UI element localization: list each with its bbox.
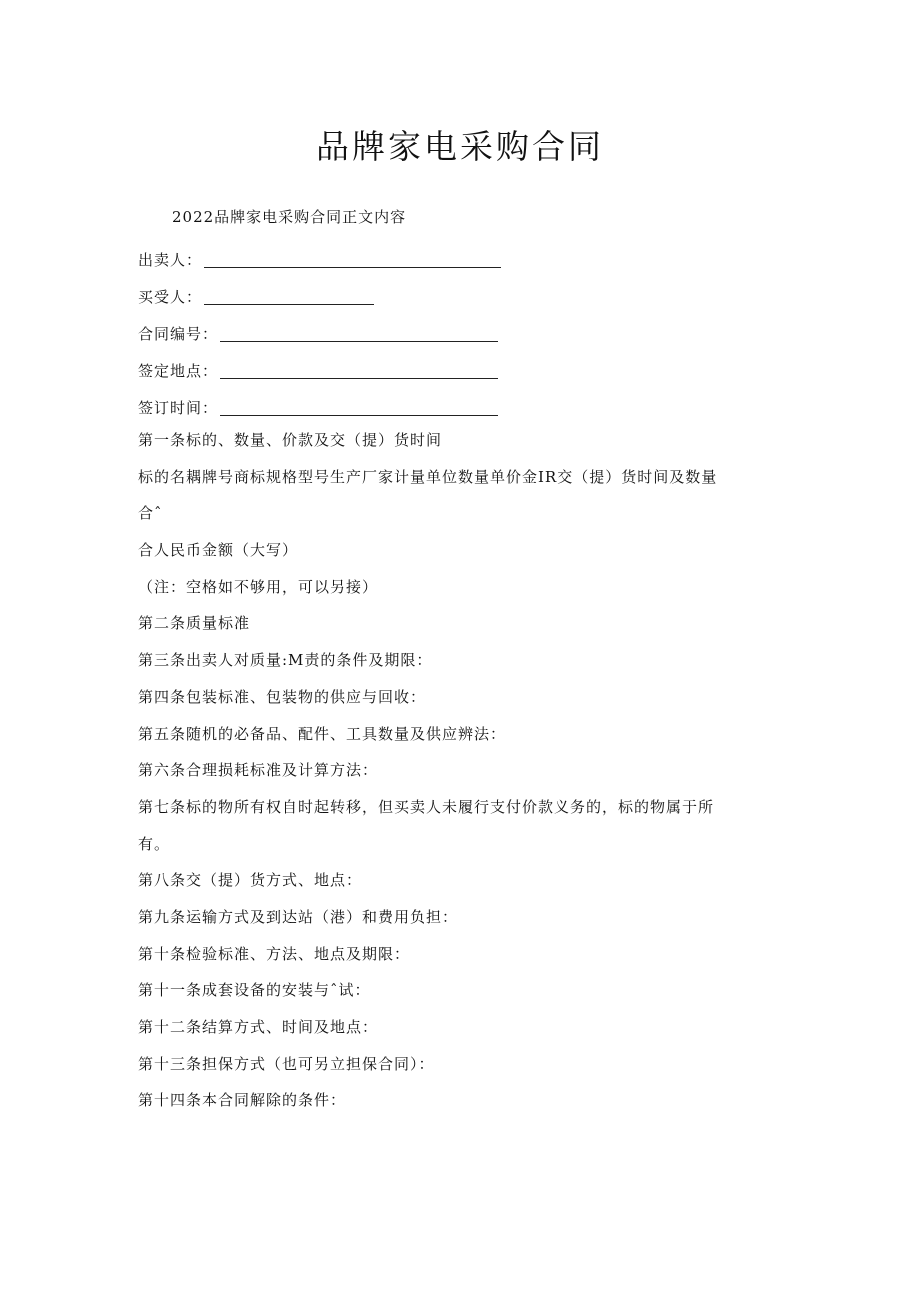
body-line: 标的名耦牌号商标规格型号生产厂家计量单位数量单价金IR交（提）货时间及数量 bbox=[138, 467, 718, 486]
field-label: 出卖人： bbox=[138, 251, 203, 269]
field-contract-number bbox=[138, 314, 501, 351]
field-buyer bbox=[138, 277, 501, 314]
body-line: 有。 bbox=[138, 834, 171, 853]
field-signing-place bbox=[138, 351, 501, 388]
body-line: 第十条检验标准、方法、地点及期限： bbox=[138, 944, 411, 963]
body-line: 第六条合理损耗标准及计算方法： bbox=[138, 761, 379, 780]
body-line: 第十二条结算方式、时间及地点： bbox=[138, 1018, 379, 1036]
blank-line bbox=[220, 340, 498, 342]
document-subtitle: 2022品牌家电采购合同正文内容 bbox=[172, 208, 407, 226]
field-seller bbox=[138, 240, 501, 277]
field-signing-time bbox=[138, 388, 501, 425]
body-line: 第七条标的物所有权自时起转移，但买卖人未履行支付价款义务的，标的物属于所 bbox=[138, 797, 715, 816]
document-title: 品牌家电采购合同 bbox=[316, 127, 604, 166]
body-line: 第九条运输方式及到达站（港）和费用负担： bbox=[138, 907, 459, 926]
blank-line bbox=[220, 414, 498, 416]
party-fields bbox=[138, 240, 501, 425]
body-line: 第十一条成套设备的安装与ˆ试： bbox=[138, 981, 371, 1000]
blank-line bbox=[204, 303, 374, 305]
field-label: 合同编号： bbox=[138, 325, 219, 343]
body-line: 第一条标的、数量、价款及交（提）货时间 bbox=[138, 431, 443, 449]
body-line: 第四条包装标准、包装物的供应与回收： bbox=[138, 687, 427, 706]
body-line: 合人民币金额（大写） bbox=[138, 541, 299, 560]
body-line: 第十三条担保方式（也可另立担保合同）： bbox=[138, 1054, 435, 1073]
body-line: （注：空格如不够用，可以另接） bbox=[138, 577, 379, 596]
blank-line bbox=[220, 377, 498, 379]
field-label: 买受人： bbox=[138, 288, 203, 306]
field-label: 签定地点： bbox=[138, 362, 219, 380]
body-line: 第二条质量标准 bbox=[138, 614, 251, 633]
contract-body bbox=[138, 422, 768, 1119]
blank-line bbox=[204, 266, 501, 268]
body-line: 第三条出卖人对质量:M责的条件及期限： bbox=[138, 651, 433, 670]
field-label: 签订时间： bbox=[138, 399, 219, 417]
body-line: 合ˆ bbox=[138, 504, 163, 523]
body-line: 第八条交（提）货方式、地点： bbox=[138, 871, 363, 890]
body-line: 第五条随机的必备品、配件、工具数量及供应辨法： bbox=[138, 724, 507, 743]
body-line: 第十四条本合同解除的条件： bbox=[138, 1091, 347, 1110]
